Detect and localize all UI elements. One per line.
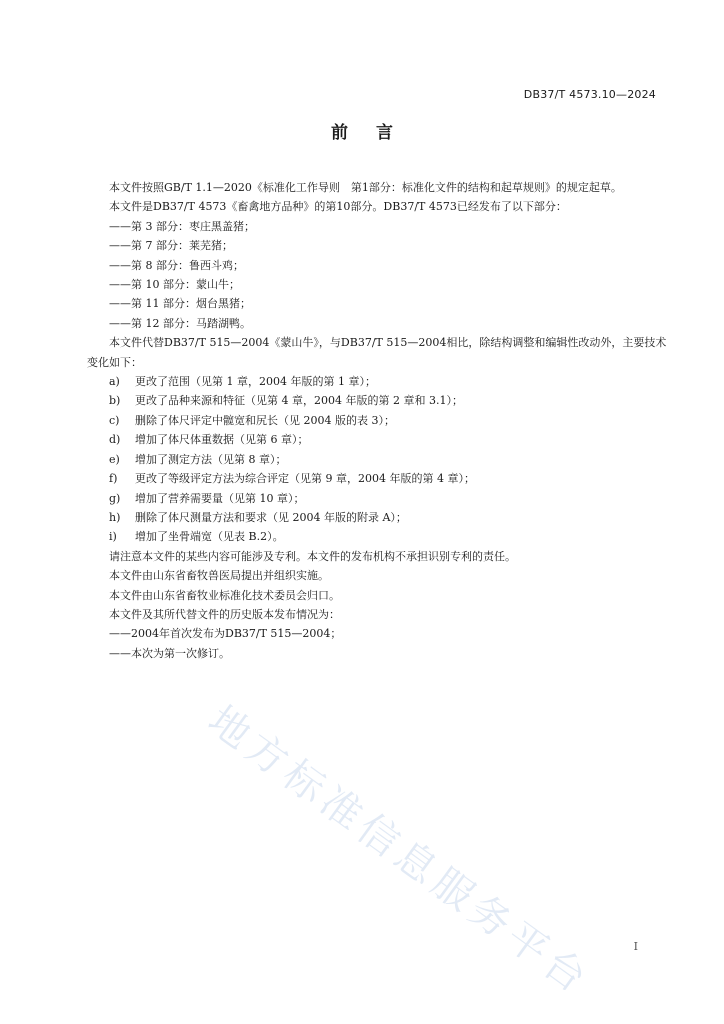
list-item-text: 删除了体尺评定中髋宽和尻长（见 2004 版的表 3）；: [135, 413, 395, 427]
list-item: [87, 450, 667, 469]
list-item: [87, 430, 667, 449]
list-marker: i): [109, 530, 117, 544]
list-item-text: 增加了体尺体重数据（见第 6 章）；: [135, 433, 309, 447]
changes-list: [87, 372, 667, 547]
list-item-text: 更改了品种来源和特征（见第 4 章，2004 年版的第 2 章和 3.1）；: [135, 394, 463, 408]
paragraph-patent-notice: 请注意本文件的某些内容可能涉及专利。本文件的发布机构不承担识别专利的责任。: [109, 549, 516, 563]
list-item: ——第 12 部分：马踏湖鸭。: [109, 316, 251, 330]
list-marker: b): [109, 394, 121, 408]
list-item: [87, 391, 667, 410]
paragraph-replacement: 本文件代替DB37/T 515—2004《蒙山牛》，与DB37/T 515—2004相比，除结构调整和编辑性改动外，主要技术变化如下：: [87, 336, 667, 369]
list-item-text: 删除了体尺测量方法和要求（见 2004 年版的附录 A）；: [135, 510, 407, 524]
list-item: [87, 489, 667, 508]
parts-list: [87, 217, 667, 333]
paragraph-committee: 本文件由山东省畜牧业标准化技术委员会归口。: [109, 588, 340, 602]
list-item: [87, 411, 667, 430]
list-item: ——第 8 部分：鲁西斗鸡；: [109, 258, 244, 272]
list-marker: f): [109, 472, 118, 486]
paragraph-proposer: 本文件由山东省畜牧兽医局提出并组织实施。: [109, 569, 329, 583]
history-list: [87, 624, 667, 663]
list-marker: c): [109, 413, 120, 427]
page-number: I: [633, 940, 638, 953]
list-item-text: 更改了等级评定方法为综合评定（见第 9 章，2004 年版的第 4 章）；: [135, 472, 475, 486]
list-item: ——本次为第一次修订。: [109, 646, 230, 660]
list-item: [87, 508, 667, 527]
list-item: [87, 372, 667, 391]
list-item: ——第 10 部分：蒙山牛；: [109, 278, 240, 292]
foreword-body: [87, 178, 667, 663]
paragraph-drafting-rules: 本文件按照GB/T 1.1—2020《标准化工作导则 第1部分：标准化文件的结构和起草规则》的规定起草。: [109, 181, 622, 194]
watermark: 地方标准信息服务平台: [199, 697, 599, 1005]
document-id: DB37/T 4573.10—2024: [523, 88, 656, 101]
list-marker: e): [109, 452, 120, 466]
list-item: [87, 527, 667, 546]
list-item-text: 增加了坐骨端宽（见表 B.2）。: [135, 530, 284, 544]
list-item: [87, 469, 667, 488]
list-marker: a): [109, 375, 120, 389]
paragraph-part-info: 本文件是DB37/T 4573《畜禽地方品种》的第10部分。DB37/T 4573已经发布了以下部分：: [109, 200, 567, 214]
list-item-text: 增加了测定方法（见第 8 章）；: [135, 452, 287, 466]
list-marker: g): [109, 491, 121, 505]
list-marker: h): [109, 510, 121, 524]
list-item: ——第 3 部分：枣庄黑盖猪；: [109, 219, 255, 233]
list-item-text: 增加了营养需要量（见第 10 章）；: [135, 491, 305, 505]
paragraph-history-intro: 本文件及其所代替文件的历史版本发布情况为：: [109, 607, 340, 621]
list-marker: d): [109, 433, 121, 447]
list-item: ——2004年首次发布为DB37/T 515—2004；: [109, 627, 342, 641]
page-title: 前言: [331, 123, 421, 143]
list-item: ——第 11 部分：烟台黑猪；: [109, 297, 251, 311]
list-item-text: 更改了范围（见第 1 章，2004 年版的第 1 章）；: [135, 375, 376, 389]
list-item: ——第 7 部分：莱芜猪；: [109, 239, 233, 253]
